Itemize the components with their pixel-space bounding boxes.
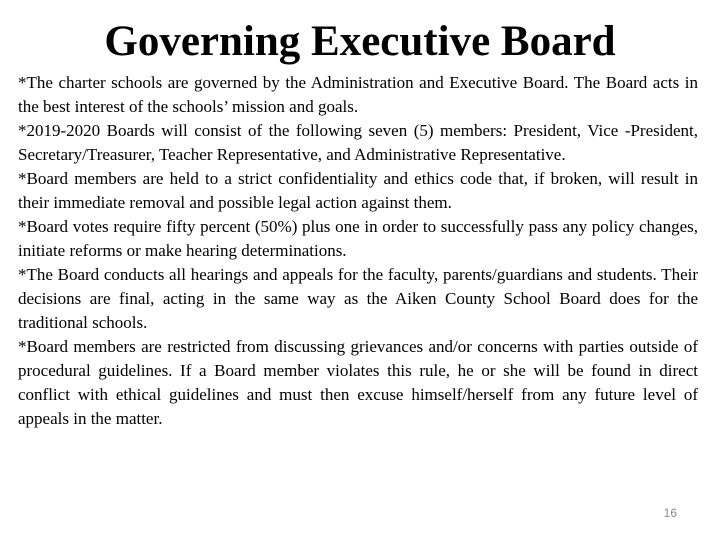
slide-title: Governing Executive Board: [104, 18, 616, 65]
paragraph-restrictions: *Board members are restricted from discussing grievances and/or concerns with parties outside of procedural guidelines. If a Board member violates this rule, he or she will be found in direct conflict with ethical guidelines and must then excuse himself/herself from any future level of appeals in the matter.: [18, 337, 698, 428]
paragraph-hearings: *The Board conducts all hearings and appeals for the faculty, parents/guardians and students. Their decisions are final, acting in the same way as the Aiken County School Board does for the traditional schools.: [18, 265, 698, 332]
paragraph-governance: *The charter schools are governed by the Administration and Executive Board. The Board acts in the best interest of the schools’ mission and goals.: [18, 73, 698, 116]
paragraph-board-members: *2019-2020 Boards will consist of the following seven (5) members: President, Vice -President, Secretary/Treasurer, Teacher Representative, and Administrative Representative.: [18, 121, 698, 164]
paragraph-votes: *Board votes require fifty percent (50%) plus one in order to successfully pass any policy changes, initiate reforms or make hearing determinations.: [18, 217, 698, 260]
page-number: 16: [663, 506, 677, 520]
paragraph-confidentiality: *Board members are held to a strict confidentiality and ethics code that, if broken, will result in their immediate removal and possible legal action against them.: [18, 169, 698, 212]
slide-body: [18, 71, 698, 431]
